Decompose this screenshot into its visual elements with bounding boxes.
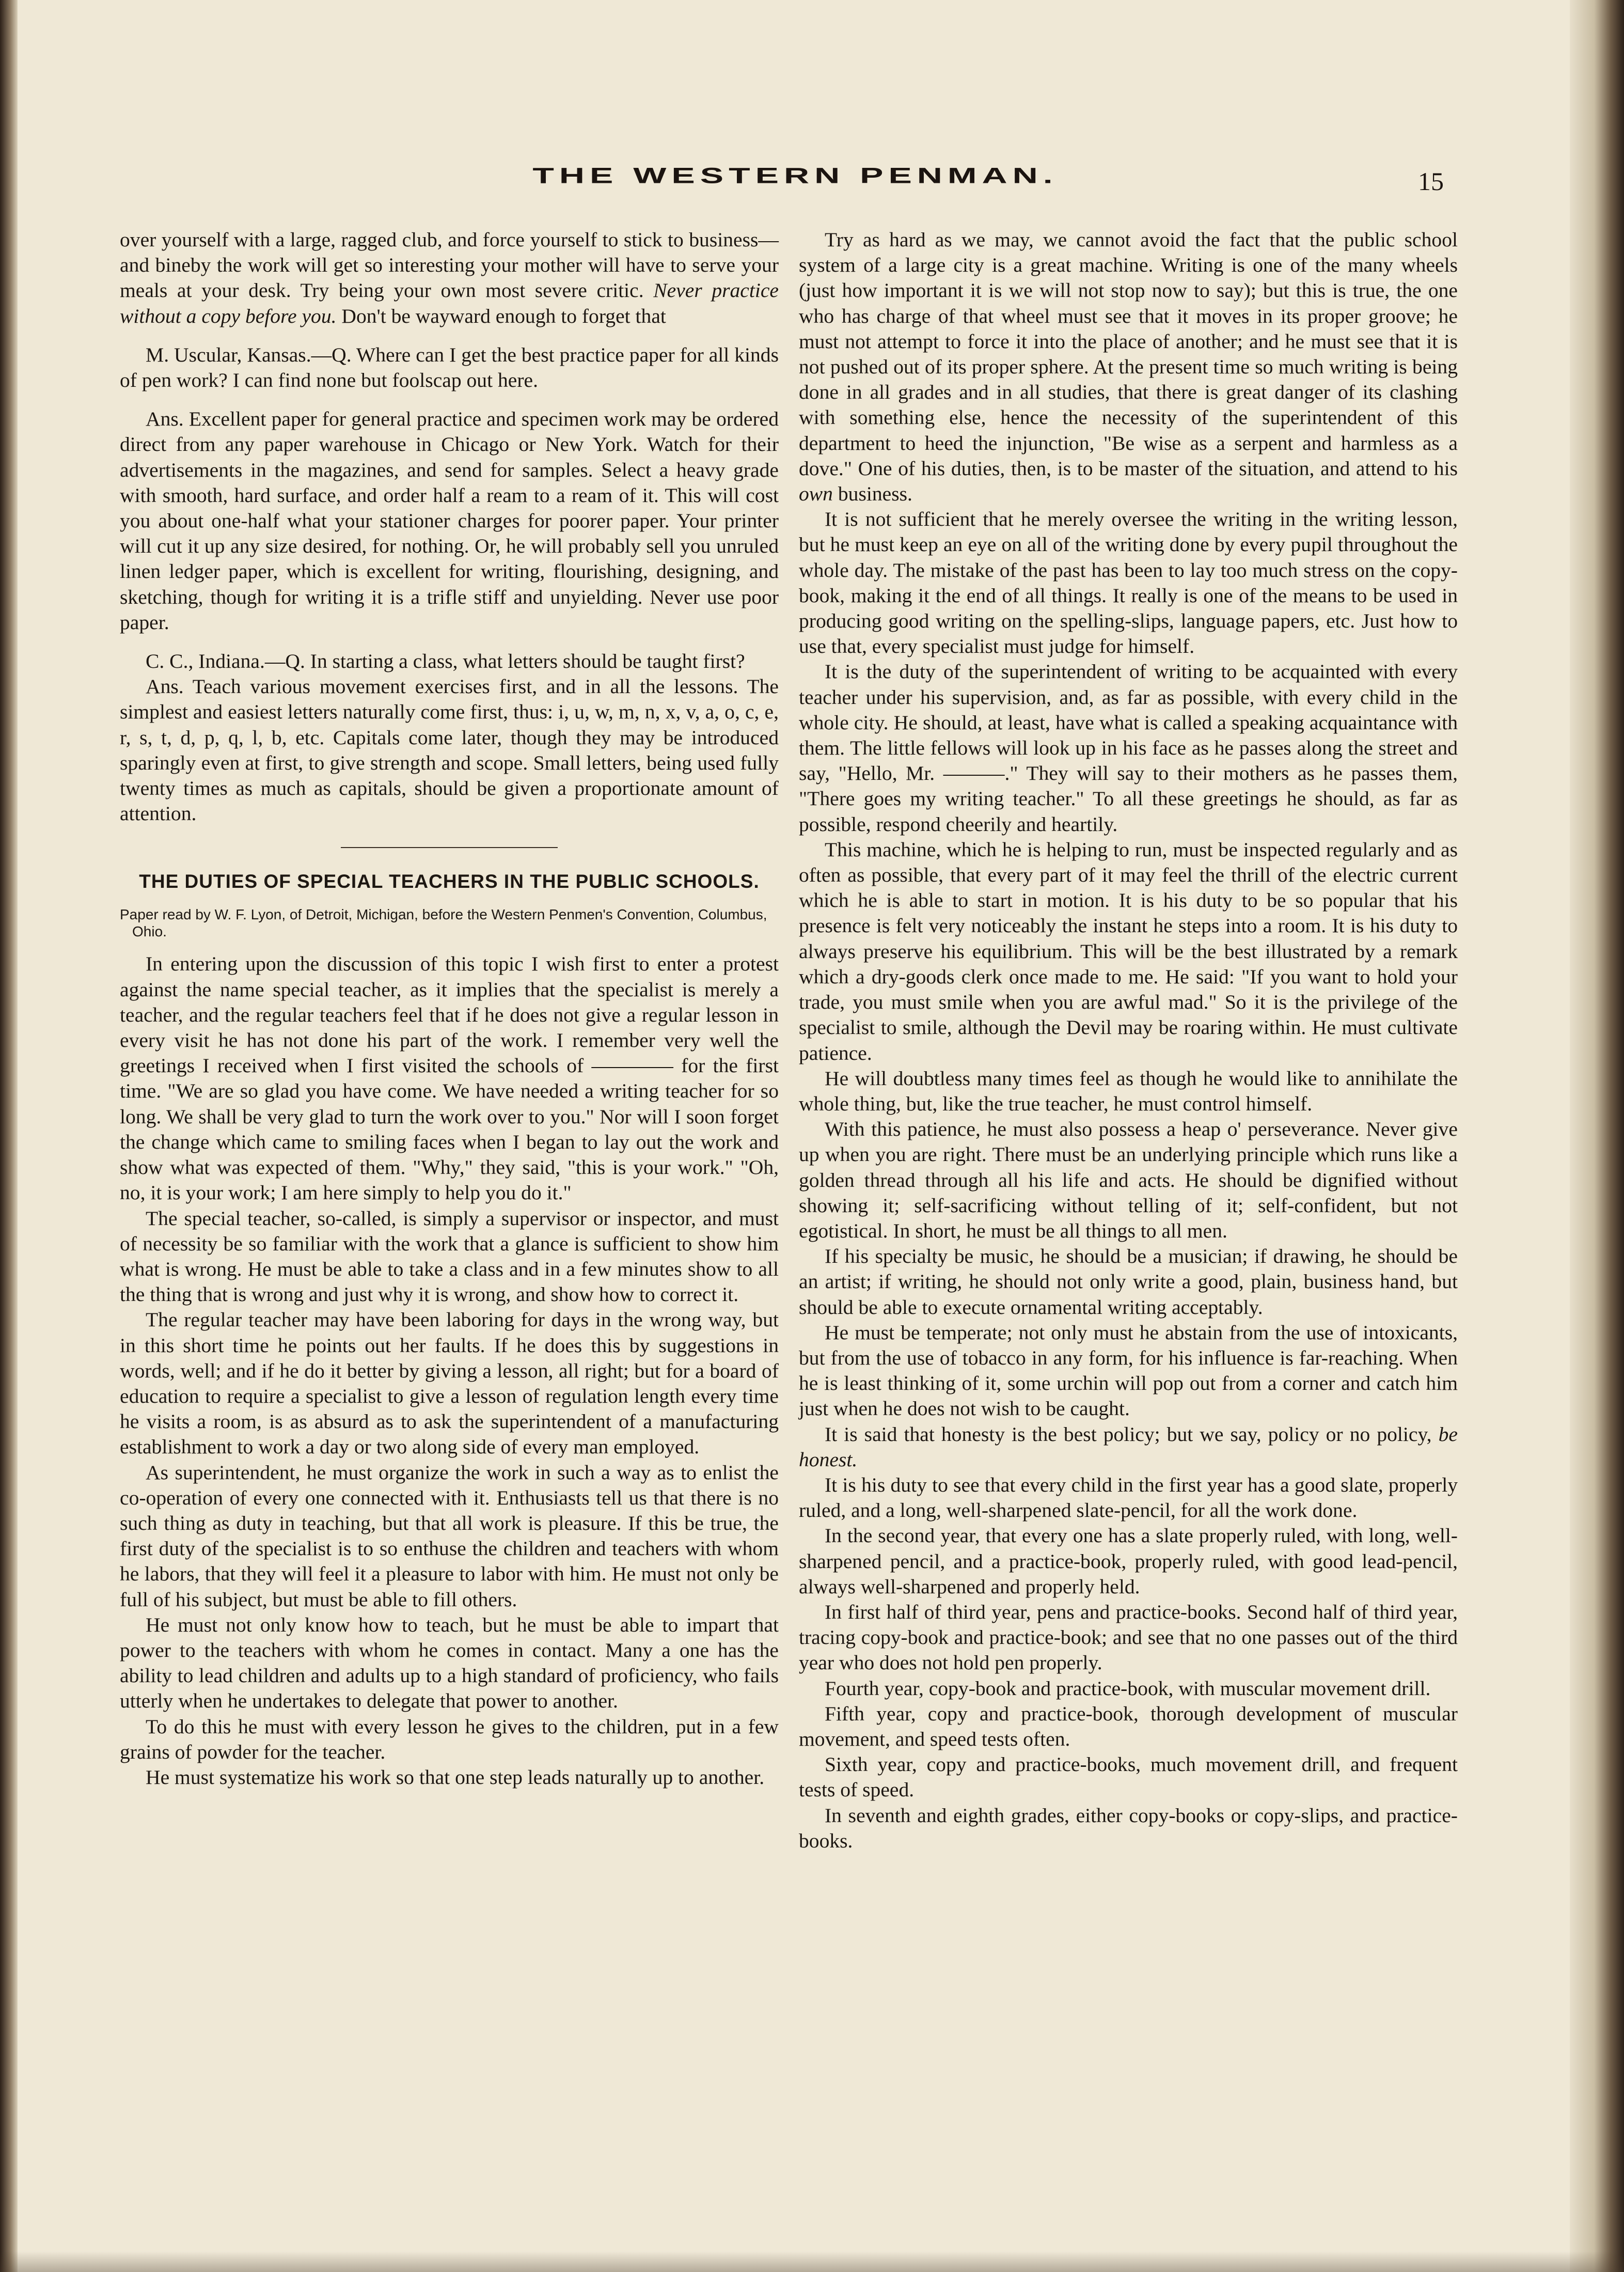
paragraph: The special teacher, so-called, is simply a supervisor or inspector, and must of necessity be so familiar with the work that a glance is sufficient to show him what is wrong. He must be able to take a class and in a few minutes show to all the thing that is wrong and just why it is wrong, and show how to correct it.: [120, 1206, 779, 1306]
page-left-edge: [0, 0, 18, 2272]
paragraph: He must systematize his work so that one step leads naturally up to another.: [146, 1765, 765, 1789]
article-byline: Paper read by W. F. Lyon, of Detroit, Michigan, before the Western Penmen's Convention, Columbus, Ohio.: [120, 906, 767, 940]
paragraph: To do this he must with every lesson he gives to the children, put in a few grains of powder for the teacher.: [120, 1715, 779, 1763]
left-column: [120, 227, 779, 1790]
paragraph: Fifth year, copy and practice-book, thorough development of muscular movement, and speed tests often.: [799, 1702, 1458, 1750]
paragraph: The regular teacher may have been laboring for days in the wrong way, but in this short time he points out her faults. If he does this by suggestions in words, well; and if he do it better by giving a lesson, all right; but for a board of education to require a specialist to give a lesson of regulation length every time he visits a room, is as absurd as to ask the superintendent of a manufacturing establishment to work a day or two along side of every man employed.: [120, 1308, 779, 1459]
paragraph: In entering upon the discussion of this topic I wish first to enter a protest against the name special teacher, as it implies that the specialist is merely a teacher, and the regular teachers feel that if he does not give a regular lesson in every visit he has not done his part of the work. I remember very well the greetings I received when I first visited the schools of ———— for the first time. "We are so glad you have come. We have needed a writing teacher for so long. We shall be very glad to turn the work over to you." Nor will I soon forget the change which came to smiling faces when I began to lay out the work and show what was expected of them. "Why," they said, "this is your work." "Oh, no, it is your work; I am here simply to help you do it.": [120, 952, 779, 1204]
paragraph: In first half of third year, pens and practice-books. Second half of third year, tracing copy-book and practice-book; and see that no one passes out of the third year who does not hold pen properly.: [799, 1600, 1458, 1674]
right-column: [799, 227, 1458, 1854]
paragraph: With this patience, he must also possess a heap o' perseverance. Never give up when you are right. There must be an underlying principle which runs like a golden thread through all his life and acts. He should be dignified without showing it; self-sacrificing without telling of it; self-confident, but not egotistical. In short, he must be all things to all men.: [799, 1118, 1458, 1242]
paragraph: If his specialty be music, he should be a musician; if drawing, he should be an artist; if writing, he should not only write a good, plain, business hand, but should be able to execute ornamental writing acceptably.: [799, 1245, 1458, 1319]
paragraph: Fourth year, copy-book and practice-book, with muscular movement drill.: [825, 1676, 1431, 1700]
paragraph: He must be temperate; not only must he abstain from the use of intoxicants, but from the use of tobacco in any form, for his influence is far-reaching. When he is least thinking of it, some urchin will pop out from a corner and catch him just when he does not wish to be caught.: [799, 1321, 1458, 1420]
article-heading: THE DUTIES OF SPECIAL TEACHERS IN THE PUBLIC SCHOOLS.: [139, 871, 760, 892]
question-paragraph: M. Uscular, Kansas.—Q. Where can I get the best practice paper for all kinds of pen work? I can find none but foolscap out here.: [120, 343, 779, 392]
paragraph: This machine, which he is helping to run, must be inspected regularly and as often as possible, that every part of it may feel the thrill of the electric current which he is able to start in motion. It is his duty to be so popular that his presence is felt very noticeably the instant he steps into a room. It is his duty to always preserve his equilibrium. This will be the best illustrated by a remark which a dry-goods clerk once made to me. He said: "If you want to hold your trade, you must smile when you are awful mad." So it is the privilege of the specialist to smile, although the Devil may be roaring within. He must cultivate patience.: [799, 838, 1458, 1064]
section-divider: [341, 847, 558, 848]
paragraph: Try as hard as we may, we cannot avoid the fact that the public school system of a large city is a great machine. Writing is one of the many wheels (just how important it is we will not stop now to say); but this is true, the one who has charge of that wheel must see that it moves in its proper groove; he must not attempt to force it into the place of another; and he must see that it is not pushed out of its proper sphere. At the present time so much writing is being done in all grades and in all studies, that there is great danger of its clashing with something else, hence the necessity of the superintendent of this department to heed the injunction, "Be wise as a serpent and harmless as a dove." One of his duties, then, is to be master of the situation, and attend to his own business.: [799, 228, 1458, 506]
paragraph: It is the duty of the superintendent of writing to be acquainted with every teacher under his supervision, and, as far as possible, with every child in the whole city. He should, at least, have what is called a speaking acquaintance with them. The little fellows will look up in his face as he passes along the street and say, "Hello, Mr. ———." They will say to their mothers as he passes them, "There goes my writing teacher." To all these greetings he should, as far as possible, respond cheerily and heartily.: [799, 660, 1458, 836]
paragraph: It is not sufficient that he merely oversee the writing in the writing lesson, but he must keep an eye on all of the writing done by every pupil throughout the whole day. The mistake of the past has been to lay too much stress on the copy-book, making it the end of all things. It really is one of the means to be used in producing good writing on the spelling-slips, language papers, etc. Just how to use that, every specialist must judge for himself.: [799, 508, 1458, 658]
page-bottom-shadow: [0, 2251, 1624, 2272]
paragraph: In seventh and eighth grades, either copy-books or copy-slips, and practice-books.: [799, 1804, 1458, 1852]
paragraph: He must not only know how to teach, but he must be able to impart that power to the teachers with whom he comes in contact. Many a one has the ability to lead children and adults up to a high standard of proficiency, who fails utterly when he undertakes to delegate that power to another.: [120, 1613, 779, 1713]
paragraph: Sixth year, copy and practice-books, much movement drill, and frequent tests of speed.: [799, 1753, 1458, 1801]
paragraph: It is said that honesty is the best policy; but we say, policy or no policy, be honest.: [799, 1422, 1458, 1471]
question-paragraph: C. C., Indiana.—Q. In starting a class, what letters should be taught first?: [146, 650, 745, 673]
page-right-edge: [1570, 0, 1624, 2272]
paragraph: He will doubtless many times feel as though he would like to annihilate the whole thing, but, like the true teacher, he must control himself.: [799, 1067, 1458, 1115]
page-number: 15: [1418, 167, 1444, 196]
answer-paragraph: Ans. Excellent paper for general practice and specimen work may be ordered direct from any paper warehouse in Chicago or New York. Watch for their advertisements in the magazines, and send for samples. Select a heavy grade with smooth, hard surface, and order half a ream to a ream of it. This will cost you about one-half what your stationer charges for poorer paper. Your printer will cut it up any size desired, for nothing. Or, he will probably sell you unruled linen ledger paper, which is excellent for writing, flourishing, designing, and sketching, though for writing it is a trifle stiff and unyielding. Never use poor paper.: [120, 408, 779, 634]
paragraph: It is his duty to see that every child in the first year has a good slate, properly ruled, and a long, well-sharpened slate-pencil, for all the work done.: [799, 1473, 1458, 1522]
paragraph: over yourself with a large, ragged club, and force yourself to stick to business—and bineby the work will get so interesting your mother will have to serve your meals at your desk. Try being your own most severe critic. Never practice without a copy before you. Don't be wayward enough to forget that: [120, 228, 779, 327]
paragraph: As superintendent, he must organize the work in such a way as to enlist the co-operation of every one connected with it. Enthusiasts tell us that there is no such thing as duty in teaching, but that all work is pleasure. If this be true, the first duty of the specialist is to so enthuse the children and teachers with whom he labors, that they will feel it a pleasure to labor with him. He must not only be full of his subject, but must be able to fill others.: [120, 1461, 779, 1611]
paragraph: In the second year, that every one has a slate properly ruled, with long, well-sharpened pencil, and a practice-book, properly ruled, with good lead-pencil, always well-sharpened and properly held.: [799, 1524, 1458, 1598]
answer-paragraph: Ans. Teach various movement exercises first, and in all the lessons. The simplest and easiest letters naturally come first, thus: i, u, w, m, n, x, v, a, o, c, e, r, s, t, d, p, q, l, b, etc. Capitals come later, though they may be introduced sparingly even at first, to give strength and scope. Small letters, being used fully twenty times as much as capitals, should be given a proportionate amount of attention.: [120, 675, 779, 825]
masthead: THE WESTERN PENMAN.: [532, 163, 1058, 188]
